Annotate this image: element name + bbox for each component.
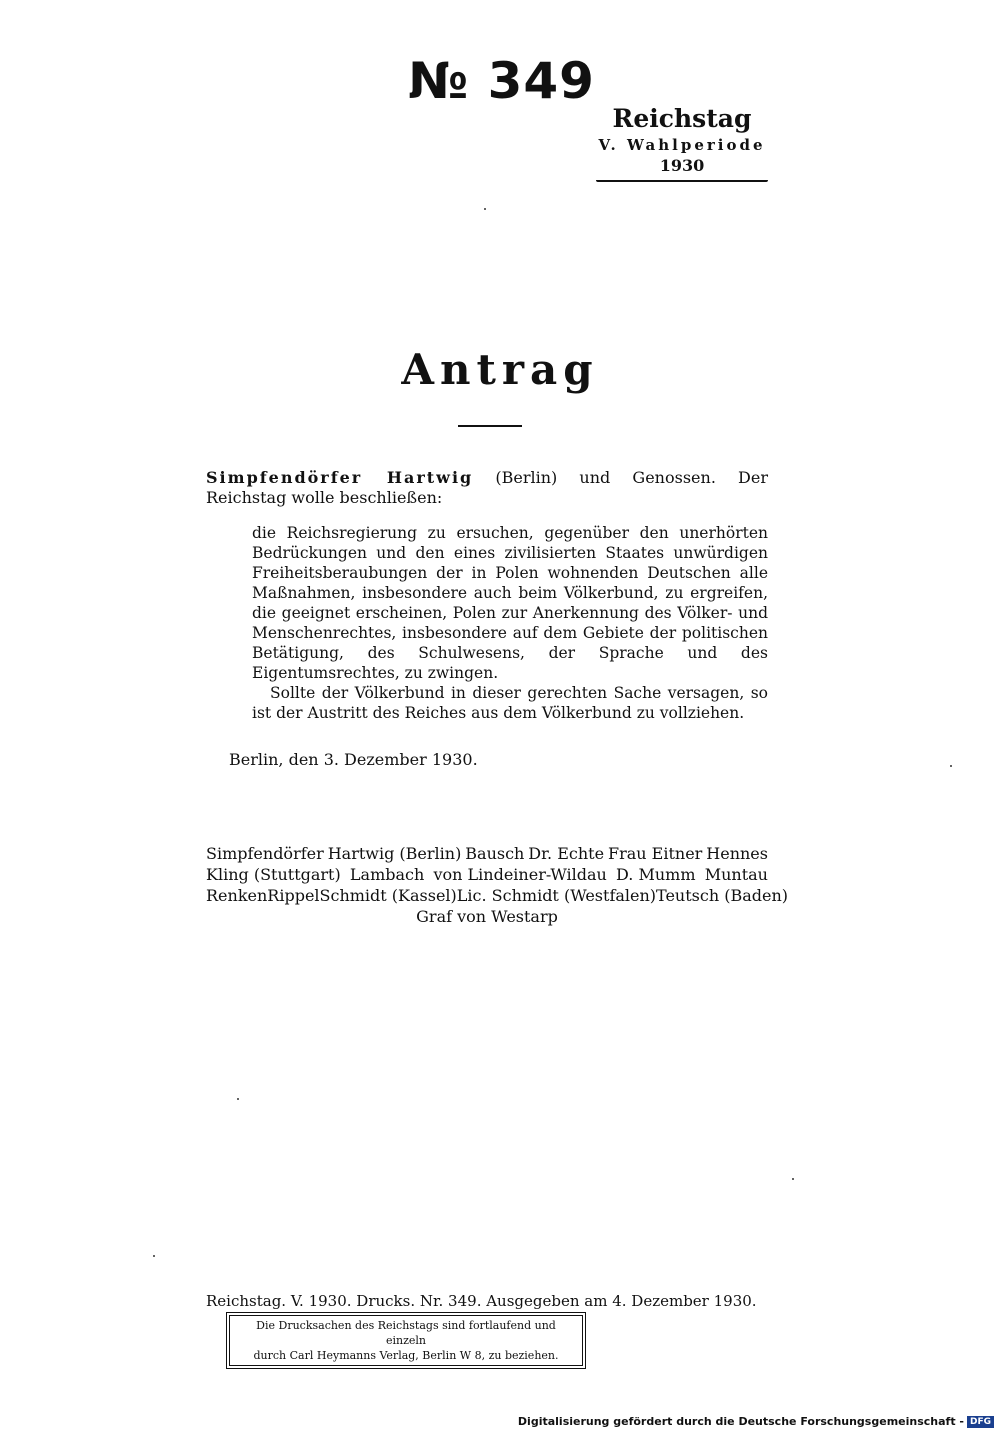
signatory: Graf von Westarp [416, 907, 558, 926]
motion-text [252, 523, 768, 723]
motion-paragraph-2: Sollte der Völkerbund in dieser gerechten Sache versagen, so ist der Austritt des Reiches aus dem Völkerbund zu vollziehen. [252, 684, 768, 722]
dfg-logo: DFG [967, 1416, 994, 1428]
signatory: Dr. Echte [528, 844, 605, 863]
signatory: Hartwig (Berlin) [327, 844, 462, 863]
signatory: Kling (Stuttgart) [206, 865, 341, 884]
signatory: Muntau [704, 865, 768, 884]
publication-footer: Reichstag. V. 1930. Drucks. Nr. 349. Ausgegeben am 4. Dezember 1930. [206, 1292, 757, 1310]
signatories [206, 843, 789, 927]
signatory: Lambach [349, 865, 425, 884]
signatory-row-1 [206, 843, 768, 864]
reichstag-header-box [596, 104, 768, 182]
signatory-row-4 [206, 906, 768, 927]
intro-paragraph [206, 468, 768, 508]
reichstag-title: Reichstag [612, 104, 752, 133]
session-year: 1930 [659, 156, 705, 175]
date-line: Berlin, den 3. Dezember 1930. [229, 750, 478, 769]
signatory-row-2 [206, 864, 768, 885]
title-divider [458, 425, 522, 427]
signatory: Rippel [267, 886, 320, 905]
signatory: Bausch [465, 844, 525, 863]
digitization-credit [518, 1415, 994, 1428]
signatory: Teutsch (Baden) [656, 886, 789, 905]
signatory: Renken [206, 886, 268, 905]
proposer-names: Simpfendörfer Hartwig [206, 468, 474, 487]
motion-paragraph-1: die Reichsregierung zu ersuchen, gegenüber den unerhörten Bedrückungen und den eines zivilisierten Staates unwürdigen Freiheitsberaubungen der in Polen wohnenden Deutschen alle Maßnahmen, insbesondere auch beim Völkerbund, zu ergreifen, die geeignet erscheinen, Polen zur Anerkennung des Völker- und Menschenrechtes, insbesondere auf dem Gebiete der politischen Betätigung, des Schulwesens, der Sprache und des Eigentumsrechtes, zu zwingen. [252, 524, 768, 682]
scan-speck [237, 1098, 239, 1100]
signatory: Frau Eitner [607, 844, 703, 863]
document-number: № 349 [408, 52, 595, 110]
signatory: von Lindeiner-Wildau [433, 865, 607, 884]
publisher-notice-box [229, 1315, 583, 1366]
publisher-notice-line-1: Die Drucksachen des Reichstags sind fortlaufend und einzeln [256, 1319, 556, 1347]
scan-speck [950, 765, 952, 767]
signatory: Hennes [706, 844, 768, 863]
signatory: Lic. Schmidt (Westfalen) [456, 886, 657, 905]
signatory-row-3 [206, 885, 789, 906]
legislative-period: V. Wahlperiode [598, 136, 766, 154]
signatory: Simpfendörfer [206, 844, 324, 863]
signatory: Schmidt (Kassel) [319, 886, 457, 905]
scan-speck [484, 208, 486, 210]
intro-text: (Berlin) und Genossen. Der Reichstag wolle beschließen: [206, 468, 769, 507]
document-title: Antrag [401, 345, 599, 394]
signatory: D. Mumm [616, 865, 696, 884]
header-rule [596, 180, 768, 182]
publisher-notice-line-2: durch Carl Heymanns Verlag, Berlin W 8, zu beziehen. [253, 1349, 559, 1362]
scan-speck [153, 1255, 155, 1257]
digitization-text: Digitalisierung gefördert durch die Deutsche Forschungsgemeinschaft - [517, 1415, 964, 1428]
scan-speck [792, 1178, 794, 1180]
